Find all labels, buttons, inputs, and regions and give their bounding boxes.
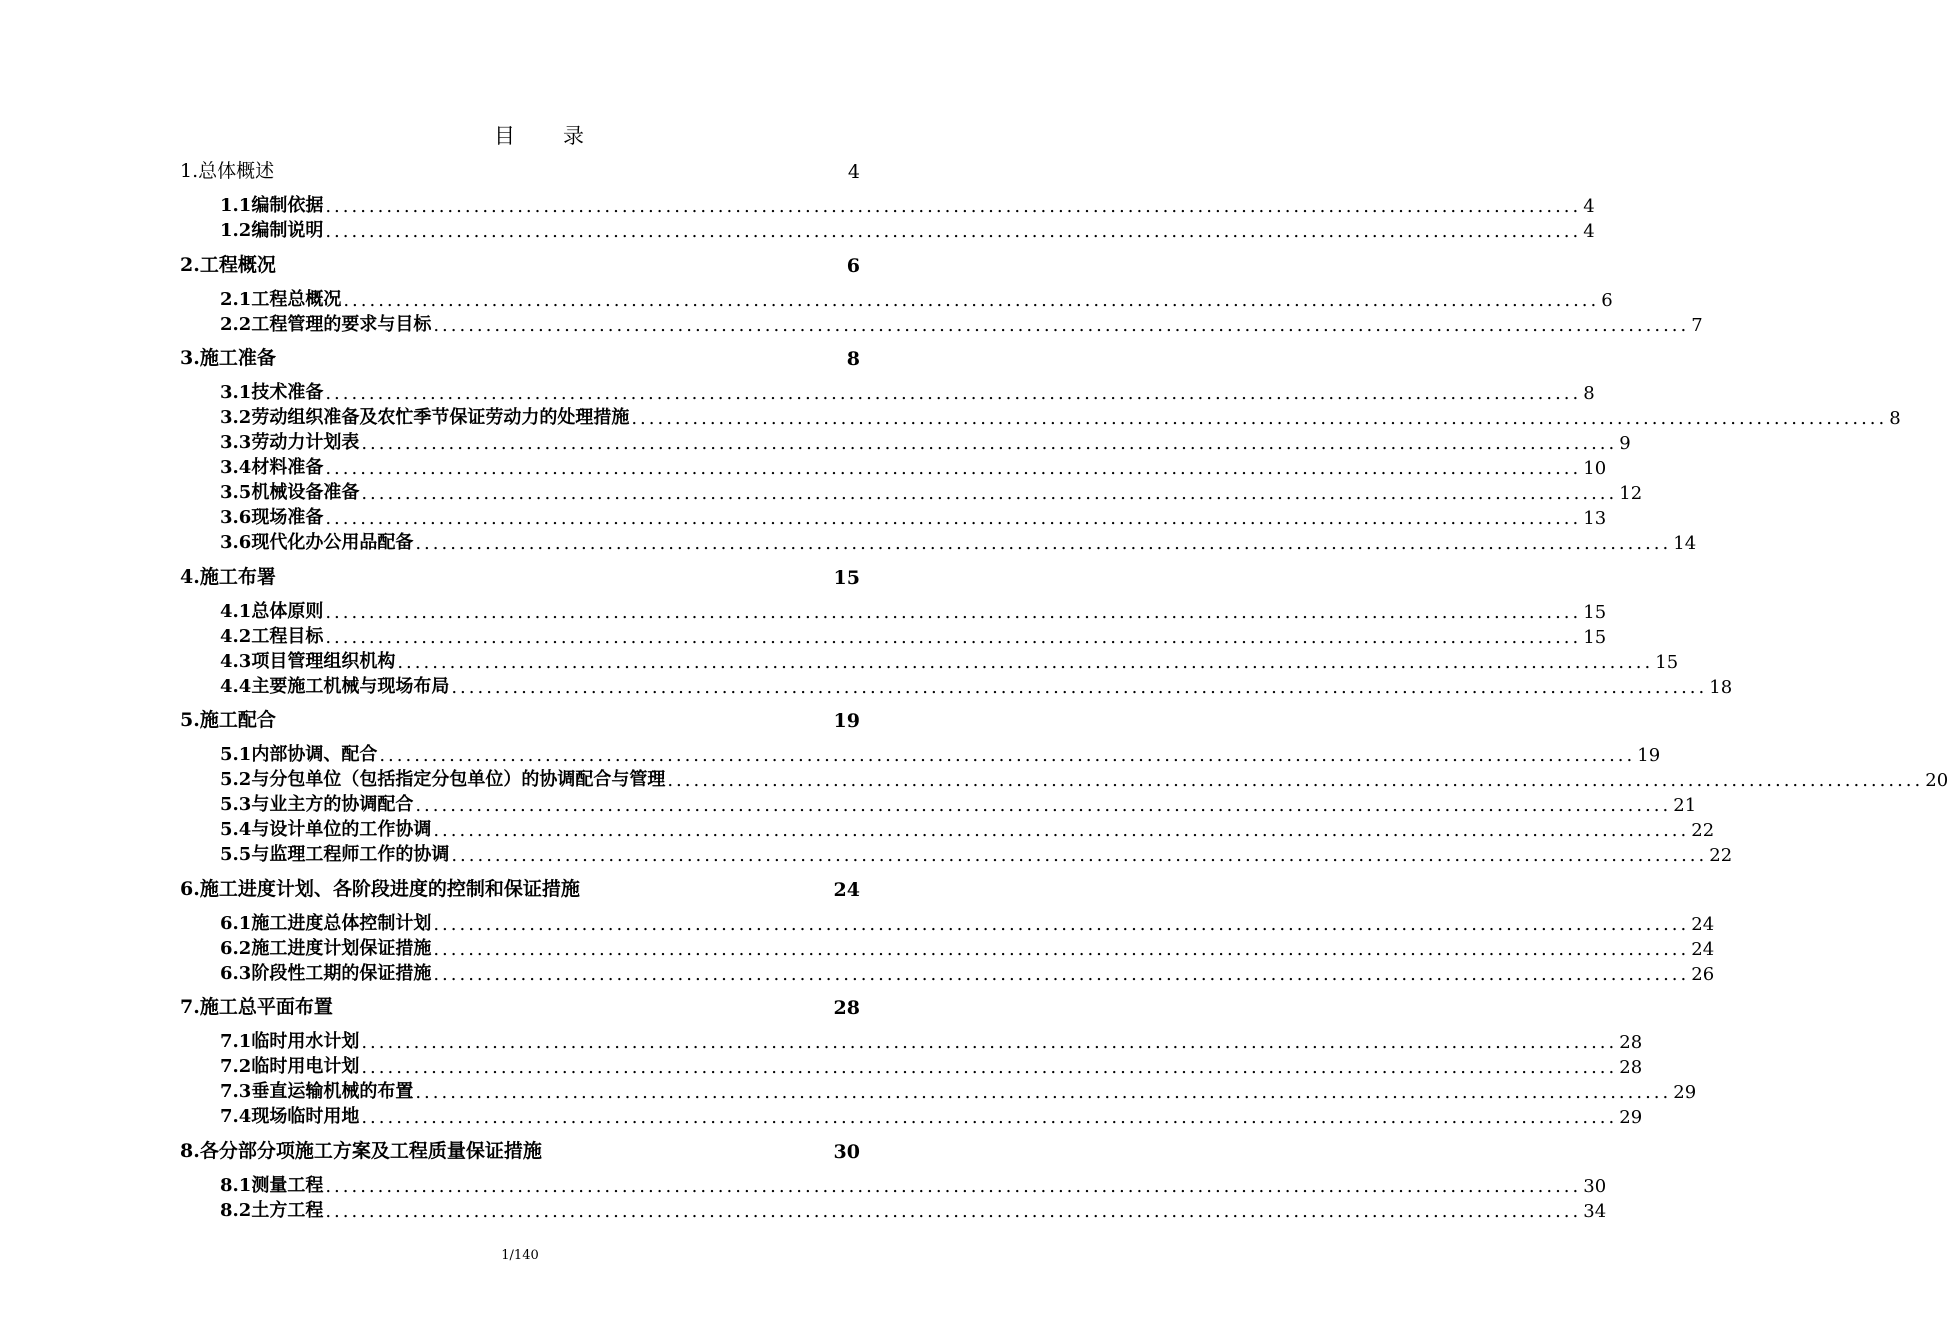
toc-section-entry[interactable] bbox=[180, 1104, 1643, 1128]
toc-page-number: 28 bbox=[1619, 1032, 1643, 1053]
toc-entry-label: 4.3项目管理组织机构 bbox=[220, 651, 396, 672]
toc-page-number: 19 bbox=[833, 710, 860, 732]
toc-leader-dots: ................................................................................................................................................ bbox=[667, 770, 1924, 791]
toc-section-entry[interactable] bbox=[180, 430, 1631, 454]
toc-page-number: 29 bbox=[1673, 1082, 1697, 1103]
toc-page-number: 24 bbox=[1691, 914, 1715, 935]
toc-section-entry[interactable] bbox=[180, 312, 1703, 336]
toc-entry-label: 3.6现代化办公用品配备 bbox=[220, 532, 414, 553]
toc-page-number: 29 bbox=[1619, 1107, 1643, 1128]
toc-page-number: 15 bbox=[1655, 652, 1679, 673]
toc-entry-label: 6.施工进度计划、各阶段进度的控制和保证措施 bbox=[180, 878, 580, 900]
toc-chapter-entry[interactable] bbox=[180, 708, 860, 732]
toc-page-number: 4 bbox=[847, 161, 860, 183]
toc-page-number: 8 bbox=[1583, 383, 1595, 404]
toc-page-number: 21 bbox=[1673, 795, 1697, 816]
toc-entry-label: 8.各分部分项施工方案及工程质量保证措施 bbox=[180, 1140, 542, 1162]
toc-section-entry[interactable] bbox=[180, 455, 1607, 479]
toc-leader-dots: ................................................................................................................................................ bbox=[361, 483, 1618, 504]
toc-entry-label: 3.3劳动力计划表 bbox=[220, 432, 360, 453]
toc-page-number: 28 bbox=[833, 997, 860, 1019]
toc-leader-dots: ................................................................................................................................................ bbox=[361, 1107, 1618, 1128]
toc-entry-label: 1.1编制依据 bbox=[220, 195, 324, 216]
toc-section-entry[interactable] bbox=[180, 742, 1661, 766]
toc-section-entry[interactable] bbox=[180, 817, 1715, 841]
toc-page-number: 9 bbox=[1619, 433, 1631, 454]
toc-page-number: 22 bbox=[1691, 820, 1715, 841]
toc-entry-label: 5.4与设计单位的工作协调 bbox=[220, 819, 432, 840]
toc-section-entry[interactable] bbox=[180, 218, 1595, 242]
toc-entry-label: 8.1测量工程 bbox=[220, 1175, 324, 1196]
toc-section-entry[interactable] bbox=[180, 1029, 1643, 1053]
toc-entry-label: 4.2工程目标 bbox=[220, 626, 324, 647]
toc-leader-dots: ................................................................................................................................................ bbox=[325, 221, 1582, 242]
toc-section-entry[interactable] bbox=[180, 674, 1733, 698]
toc-entry-label: 2.2工程管理的要求与目标 bbox=[220, 314, 432, 335]
toc-entry-label: 2.1工程总概况 bbox=[220, 289, 342, 310]
toc-entry-label: 7.2临时用电计划 bbox=[220, 1056, 360, 1077]
toc-section-entry[interactable] bbox=[180, 505, 1607, 529]
toc-chapter-entry[interactable] bbox=[180, 159, 860, 183]
toc-section-entry[interactable] bbox=[180, 1054, 1643, 1078]
toc-page-number: 15 bbox=[1583, 602, 1607, 623]
toc-leader-dots: ................................................................................................................................................ bbox=[325, 508, 1582, 529]
toc-entry-label: 5.3与业主方的协调配合 bbox=[220, 794, 414, 815]
toc-section-entry[interactable] bbox=[180, 530, 1697, 554]
page-title: 目 录 bbox=[494, 124, 586, 148]
toc-page-number: 4 bbox=[1583, 196, 1595, 217]
toc-section-entry[interactable] bbox=[180, 193, 1595, 217]
toc-leader-dots: ................................................................................................................................................ bbox=[433, 939, 1690, 960]
toc-entry-label: 4.1总体原则 bbox=[220, 601, 324, 622]
toc-leader-dots: ................................................................................................................................................ bbox=[433, 315, 1690, 336]
toc-entry-label: 3.6现场准备 bbox=[220, 507, 324, 528]
toc-page-number: 30 bbox=[833, 1141, 860, 1163]
toc-leader-dots: ................................................................................................................................................ bbox=[415, 1082, 1672, 1103]
toc-page-number: 15 bbox=[1583, 627, 1607, 648]
toc-section-entry[interactable] bbox=[180, 792, 1697, 816]
toc-section-entry[interactable] bbox=[180, 767, 1948, 791]
toc-page-number: 6 bbox=[846, 255, 860, 277]
toc-page-number: 24 bbox=[833, 879, 860, 901]
toc-section-entry[interactable] bbox=[180, 649, 1679, 673]
toc-leader-dots: ................................................................................................................................................ bbox=[343, 290, 1600, 311]
toc-entry-label: 8.2土方工程 bbox=[220, 1200, 324, 1221]
toc-entry-label: 5.5与监理工程师工作的协调 bbox=[220, 844, 450, 865]
toc-chapter-entry[interactable] bbox=[180, 253, 860, 277]
toc-entry-label: 7.4现场临时用地 bbox=[220, 1106, 360, 1127]
toc-leader-dots: ................................................................................................................................................ bbox=[433, 964, 1690, 985]
toc-leader-dots: ................................................................................................................................................ bbox=[433, 914, 1690, 935]
toc-page-number: 34 bbox=[1583, 1201, 1607, 1222]
toc-leader-dots: ................................................................................................................................................ bbox=[451, 845, 1708, 866]
toc-leader-dots: ................................................................................................................................................ bbox=[415, 795, 1672, 816]
toc-entry-label: 3.施工准备 bbox=[180, 347, 276, 369]
toc-page-number: 4 bbox=[1583, 221, 1595, 242]
toc-leader-dots: ................................................................................................................................................ bbox=[397, 652, 1654, 673]
page-number-footer: 1/140 bbox=[501, 1248, 539, 1263]
toc-leader-dots: ................................................................................................................................................ bbox=[325, 1201, 1582, 1222]
toc-section-entry[interactable] bbox=[180, 936, 1715, 960]
toc-chapter-entry[interactable] bbox=[180, 1139, 860, 1163]
toc-section-entry[interactable] bbox=[180, 1198, 1607, 1222]
toc-leader-dots: ................................................................................................................................................ bbox=[415, 533, 1672, 554]
toc-section-entry[interactable] bbox=[180, 842, 1733, 866]
toc-entry-label: 1.2编制说明 bbox=[220, 220, 324, 241]
toc-entry-label: 7.3垂直运输机械的布置 bbox=[220, 1081, 414, 1102]
toc-entry-label: 7.1临时用水计划 bbox=[220, 1031, 360, 1052]
toc-entry-label: 3.4材料准备 bbox=[220, 457, 324, 478]
toc-section-entry[interactable] bbox=[180, 405, 1901, 429]
toc-section-entry[interactable] bbox=[180, 380, 1595, 404]
toc-leader-dots: ................................................................................................................................................ bbox=[325, 383, 1582, 404]
toc-page-number: 14 bbox=[1673, 533, 1697, 554]
toc-entry-label: 3.5机械设备准备 bbox=[220, 482, 360, 503]
toc-leader-dots: ................................................................................................................................................ bbox=[451, 677, 1708, 698]
toc-leader-dots: ................................................................................................................................................ bbox=[361, 1032, 1618, 1053]
toc-entry-label: 5.施工配合 bbox=[180, 709, 276, 731]
toc-page-number: 24 bbox=[1691, 939, 1715, 960]
toc-section-entry[interactable] bbox=[180, 599, 1607, 623]
toc-page-number: 22 bbox=[1709, 845, 1733, 866]
toc-section-entry[interactable] bbox=[180, 1173, 1607, 1197]
toc-page-number: 13 bbox=[1583, 508, 1607, 529]
toc-leader-dots: ................................................................................................................................................ bbox=[361, 1057, 1618, 1078]
toc-entry-label: 5.1内部协调、配合 bbox=[220, 744, 378, 765]
toc-leader-dots: ................................................................................................................................................ bbox=[325, 602, 1582, 623]
toc-section-entry[interactable] bbox=[180, 961, 1715, 985]
toc-page-number: 8 bbox=[1889, 408, 1901, 429]
toc-section-entry[interactable] bbox=[180, 911, 1715, 935]
toc-section-entry[interactable] bbox=[180, 287, 1613, 311]
toc-section-entry[interactable] bbox=[180, 480, 1643, 504]
toc-leader-dots: ................................................................................................................................................ bbox=[361, 433, 1618, 454]
toc-entry-label: 3.1技术准备 bbox=[220, 382, 324, 403]
toc-page-number: 19 bbox=[1637, 745, 1661, 766]
toc-section-entry[interactable] bbox=[180, 624, 1607, 648]
toc-entry-label: 5.2与分包单位（包括指定分包单位）的协调配合与管理 bbox=[220, 769, 666, 790]
toc-leader-dots: ................................................................................................................................................ bbox=[325, 458, 1582, 479]
toc-page-number: 6 bbox=[1601, 290, 1613, 311]
toc-entry-label: 3.2劳动组织准备及农忙季节保证劳动力的处理措施 bbox=[220, 407, 630, 428]
toc-section-entry[interactable] bbox=[180, 1079, 1697, 1103]
toc-entry-label: 4.4主要施工机械与现场布局 bbox=[220, 676, 450, 697]
toc-leader-dots: ................................................................................................................................................ bbox=[325, 1176, 1582, 1197]
toc-entry-label: 4.施工布署 bbox=[180, 566, 276, 588]
toc-page-number: 15 bbox=[833, 567, 860, 589]
toc-leader-dots: ................................................................................................................................................ bbox=[325, 196, 1582, 217]
toc-entry-label: 6.1施工进度总体控制计划 bbox=[220, 913, 432, 934]
toc-page-number: 10 bbox=[1583, 458, 1607, 479]
toc-page-number: 12 bbox=[1619, 483, 1643, 504]
toc-page-number: 30 bbox=[1583, 1176, 1607, 1197]
toc-leader-dots: ................................................................................................................................................ bbox=[631, 408, 1888, 429]
toc-page-number: 7 bbox=[1691, 315, 1703, 336]
toc-leader-dots: ................................................................................................................................................ bbox=[379, 745, 1636, 766]
toc-chapter-entry[interactable] bbox=[180, 877, 860, 901]
toc-page-number: 18 bbox=[1709, 677, 1733, 698]
toc-entry-label: 1.总体概述 bbox=[180, 160, 275, 182]
toc-entry-label: 7.施工总平面布置 bbox=[180, 996, 333, 1018]
toc-leader-dots: ................................................................................................................................................ bbox=[325, 627, 1582, 648]
toc-chapter-entry[interactable] bbox=[180, 346, 860, 370]
toc-page-number: 20 bbox=[1925, 770, 1948, 791]
toc-chapter-entry[interactable] bbox=[180, 995, 860, 1019]
toc-entry-label: 6.2施工进度计划保证措施 bbox=[220, 938, 432, 959]
toc-chapter-entry[interactable] bbox=[180, 565, 860, 589]
toc-page-number: 8 bbox=[846, 348, 860, 370]
toc-entry-label: 6.3阶段性工期的保证措施 bbox=[220, 963, 432, 984]
toc-leader-dots: ................................................................................................................................................ bbox=[433, 820, 1690, 841]
toc-entry-label: 2.工程概况 bbox=[180, 254, 276, 276]
toc-page-number: 28 bbox=[1619, 1057, 1643, 1078]
toc-page-number: 26 bbox=[1691, 964, 1715, 985]
